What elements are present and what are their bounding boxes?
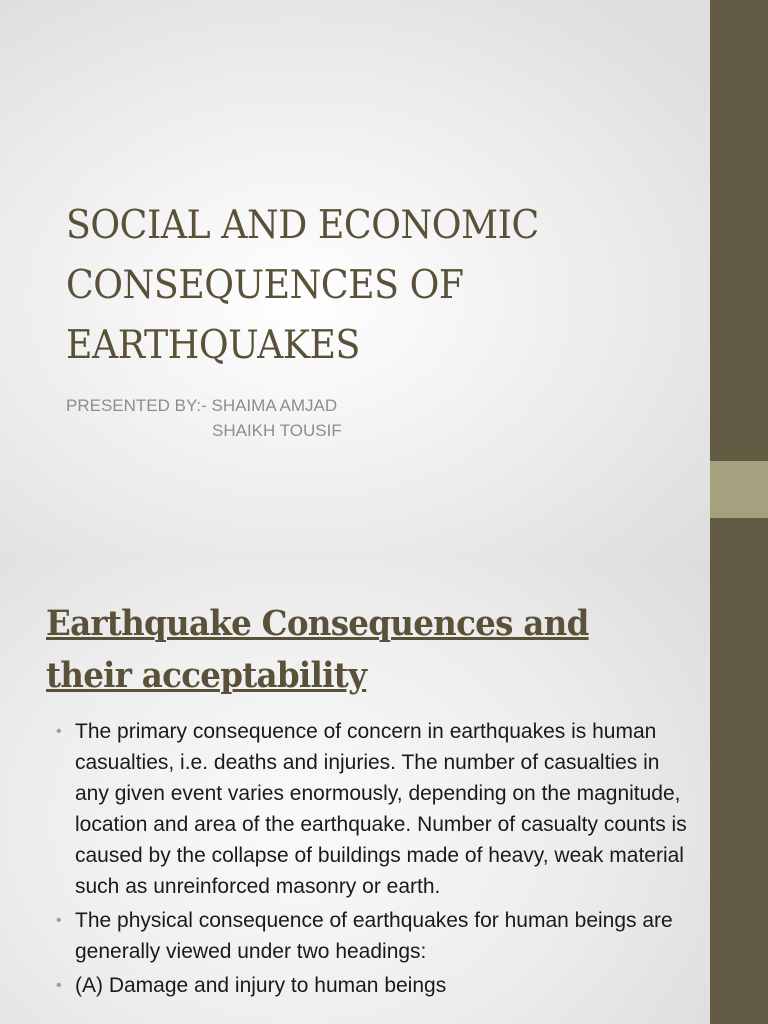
bullet-icon: • [56,977,62,994]
bullet-item [52,970,692,1001]
title-line: CONSEQUENCES OF [66,263,464,308]
bullet-text: (A) Damage and injury to human beings [75,974,447,997]
bullet-item [52,716,692,902]
bullet-text: The primary consequence of concern in earthquakes is human casualties, i.e. deaths and injuries. The number of casualties in any given event varies enormously, depending on the magnitude, location and area of the earthquake. Number of casualty counts is caused by the collapse of buildings made of heavy, weak material such as unreinforced masonry or earth. [75,720,687,898]
slide-heading [46,598,641,702]
bullet-text: The physical consequence of earthquakes for human beings are generally viewed under two headings: [75,909,673,963]
slide-title [66,196,643,376]
presenter-line: PRESENTED BY:- SHAIMA AMJAD [66,396,338,415]
sidebar-accent-block [710,461,768,518]
bullet-icon: • [56,912,62,929]
bullet-item [52,905,692,967]
title-line: SOCIAL AND ECONOMIC [66,203,539,248]
presenter-second-name: SHAIKH TOUSIF [212,421,342,440]
bullet-list [52,716,692,1004]
title-line: EARTHQUAKES [66,323,360,368]
bullet-icon: • [56,723,62,740]
heading-line: their acceptability [46,655,367,696]
heading-line: Earthquake Consequences and [46,603,589,644]
